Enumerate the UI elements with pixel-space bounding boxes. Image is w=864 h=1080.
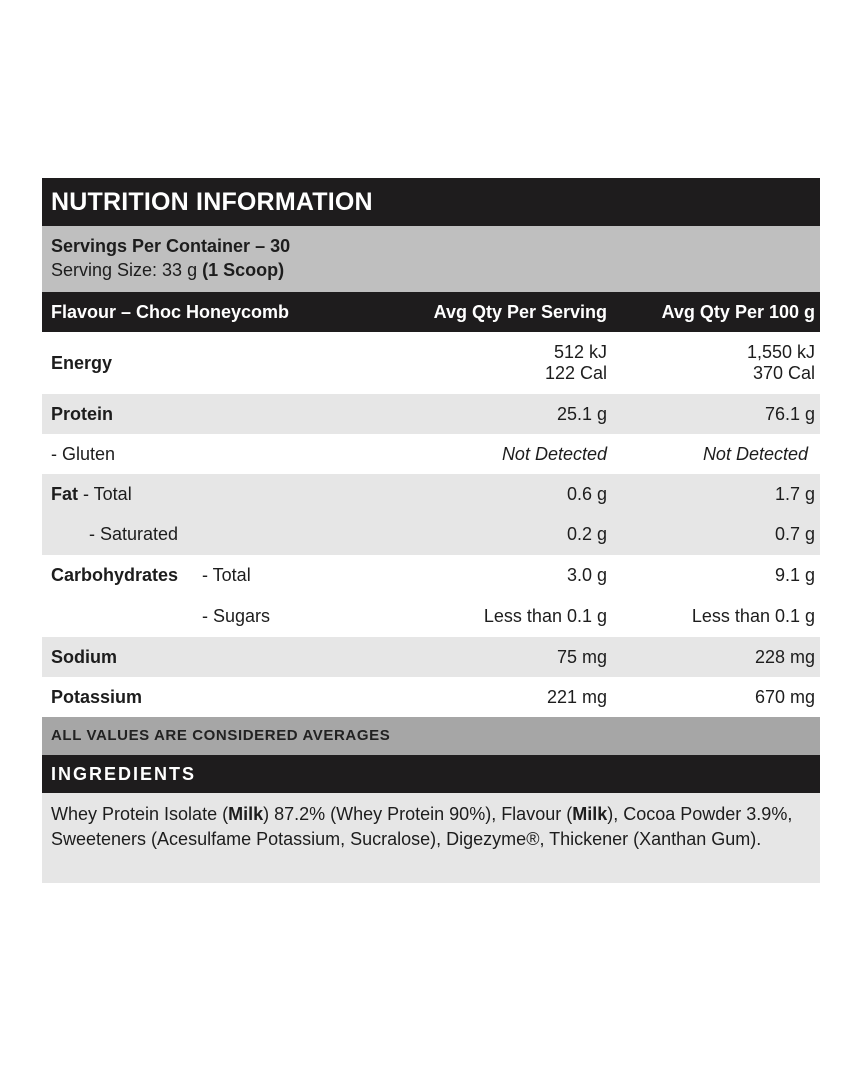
carbs-total-serving: 3.0 g [566,565,607,585]
fat-group [42,474,820,555]
energy-per100-kj: 1,550 kJ [746,342,815,362]
nutrition-title: NUTRITION INFORMATION [42,178,820,226]
serving-size-text: Serving Size: 33 g [51,260,203,280]
ingredients-heading: INGREDIENTS [42,755,820,793]
ingredients-part-1: Whey Protein Isolate ( [51,804,229,824]
sodium-row [42,637,820,677]
gluten-row [42,434,820,474]
ingredients-text [42,793,820,883]
sodium-per100: 228 mg [754,646,815,667]
protein-row [42,394,820,434]
serving-size [51,257,820,283]
energy-per100-cal: 370 Cal [752,363,815,383]
potassium-row [42,677,820,717]
servings-section [42,226,820,292]
carbs-sugars-per100: Less than 0.1 g [691,606,815,626]
carbs-sugars-label: - Sugars [202,606,271,626]
protein-label: Protein [51,403,114,424]
fat-saturated-label: - Saturated [89,524,179,544]
flavour-header: Flavour – Choc Honeycomb [51,302,290,322]
carbs-total-sublabel: - Total [202,565,251,585]
carbs-sugars-serving: Less than 0.1 g [483,606,607,626]
carbs-sugars-row [42,596,820,637]
ingredients-part-2: ) 87.2% (Whey Protein 90%), Flavour ( [263,804,573,824]
fat-total-serving: 0.6 g [566,483,607,504]
energy-serving-kj: 512 kJ [553,342,607,362]
gluten-per100: Not Detected [702,443,808,464]
carbs-label: Carbohydrates [51,565,179,585]
servings-per-container: Servings Per Container – 30 [51,236,291,256]
serving-size-scoop: (1 Scoop) [202,260,285,280]
fat-saturated-per100: 0.7 g [774,524,815,544]
ingredients-milk-2: Milk [572,804,608,824]
protein-serving: 25.1 g [556,403,607,424]
carbohydrates-group [42,555,820,637]
potassium-serving: 221 mg [546,686,607,707]
nutrition-panel [42,178,820,883]
ingredients-part-3: ), Cocoa Powder 3.9%, Sweeteners (Acesulfame Potassium, Sucralose), Digezyme®, Thickener (Xanthan Gum). [51,804,793,849]
energy-serving-cal: 122 Cal [544,363,607,383]
potassium-per100: 670 mg [754,686,815,707]
fat-total-row [42,474,820,514]
column-header-row [42,292,820,332]
sodium-label: Sodium [51,646,117,667]
averages-note: ALL VALUES ARE CONSIDERED AVERAGES [42,717,820,755]
potassium-label: Potassium [51,686,143,707]
fat-saturated-serving: 0.2 g [566,524,607,544]
energy-label: Energy [51,352,113,373]
sodium-serving: 75 mg [556,646,607,667]
carbs-total-row [42,555,820,596]
per-serving-header: Avg Qty Per Serving [433,302,607,322]
gluten-label: - Gluten [51,443,116,464]
ingredients-milk-1: Milk [228,804,264,824]
fat-label: Fat [51,483,78,504]
protein-per100: 76.1 g [764,403,815,424]
fat-saturated-row [42,514,820,555]
carbs-total-per100: 9.1 g [774,565,815,585]
fat-total-sublabel: - Total [78,483,132,504]
per-100g-header: Avg Qty Per 100 g [661,302,815,322]
gluten-serving: Not Detected [501,443,607,464]
energy-row [42,332,820,394]
fat-total-per100: 1.7 g [774,483,815,504]
